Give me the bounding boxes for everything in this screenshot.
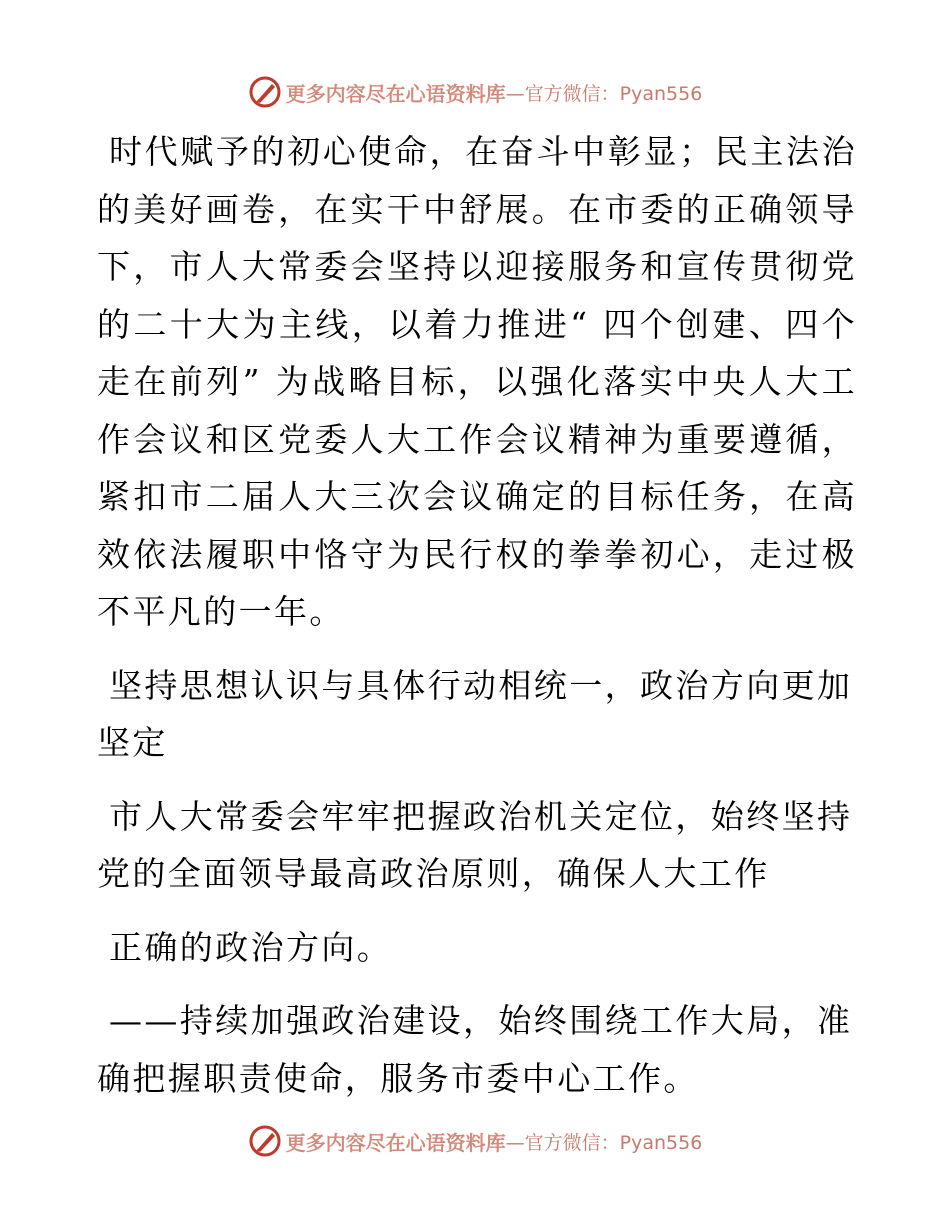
watermark-main-text: 更多内容尽在心语资料库 [285,1130,506,1155]
section-heading: 坚持思想认识与具体行动相统一，政治方向更加坚定 [97,665,853,762]
quill-pen-logo-icon [248,75,282,109]
watermark-contact-text: —官方微信：Pyan556 [505,1131,703,1154]
body-paragraph: 正确的政治方向。 [109,927,393,967]
footer-watermark [0,1121,950,1161]
watermark-main-text: 更多内容尽在心语资料库 [285,81,506,106]
body-paragraph: ——持续加强政治建设，始终围绕工作大局，准确把握职责使命，服务市委中心工作。 [97,1001,853,1098]
header-watermark [0,72,950,112]
quill-pen-logo-icon [248,1124,282,1158]
watermark-contact-text: —官方微信：Pyan556 [505,82,703,105]
body-paragraph: 市人大常委会牢牢把握政治机关定位，始终坚持党的全面领导最高政治原则，确保人大工作 [97,796,853,893]
body-paragraph-intro: 时代赋予的初心使命，在奋斗中彰显；民主法治的美好画卷，在实干中舒展。在市委的正确领导下，市人大常委会坚持以迎接服务和宣传贯彻党的二十大为主线，以着力推进“ 四个创建、四个走在前列” 为战略目标，以强化落实中央人大工作会议和区党委人大工作会议精神为重要遵循，紧扣市二届人大三次会议确定的目标任务，在高效依法履职中恪守为民行权的拳拳初心，走过极不平凡的一年。 [97,132,857,631]
document-body [97,123,857,1107]
